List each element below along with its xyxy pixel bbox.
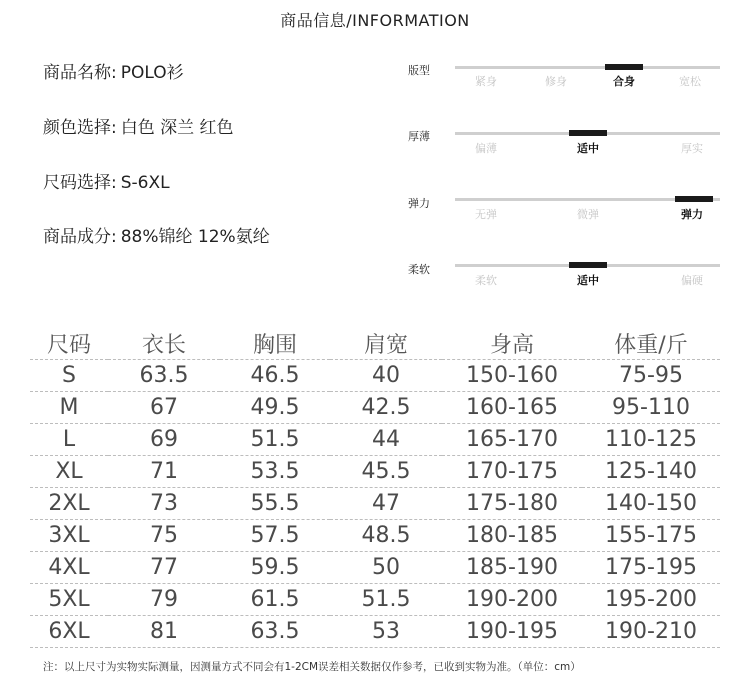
table-cell: 40 [330,360,442,392]
table-row [30,456,720,488]
info-value: POLO衫 [120,63,184,83]
table-cell: 44 [330,424,442,456]
size-chart-table [30,328,720,648]
scale-option-selected: 合身 [613,75,635,88]
scale-track-fit [455,66,720,69]
table-row [30,552,720,584]
table-cell: 79 [108,584,220,616]
info-label: 商品成分: [43,227,117,247]
info-value: S-6XL [120,173,170,193]
scale-option: 微弹 [577,208,599,221]
table-cell: 165-170 [442,424,582,456]
table-cell: 77 [108,552,220,584]
table-header-row [30,328,720,360]
table-cell: 150-160 [442,360,582,392]
table-row [30,360,720,392]
table-cell: 63.5 [108,360,220,392]
scale-option: 偏硬 [681,274,703,287]
table-cell: 63.5 [220,616,330,648]
scale-marker-elasticity [675,196,713,202]
table-cell: 67 [108,392,220,424]
table-cell: 75-95 [582,360,720,392]
table-cell: 140-150 [582,488,720,520]
info-label: 颜色选择: [43,118,117,138]
info-row-size [43,168,170,193]
scale-option: 修身 [545,75,567,88]
scale-marker-thickness [569,130,607,136]
table-cell: 71 [108,456,220,488]
table-cell: 47 [330,488,442,520]
table-cell: 190-195 [442,616,582,648]
table-row [30,488,720,520]
section-title: 商品信息/INFORMATION [280,11,470,30]
scale-option-selected: 适中 [577,142,599,155]
table-cell: 50 [330,552,442,584]
info-value: 白色 深兰 红色 [120,118,234,138]
info-row-color [43,113,234,138]
table-cell: 95-110 [582,392,720,424]
table-cell: M [30,392,108,424]
table-row [30,424,720,456]
table-cell: 46.5 [220,360,330,392]
column-header: 身高 [442,328,582,360]
scale-option: 偏薄 [475,142,497,155]
table-cell: 69 [108,424,220,456]
table-cell: 57.5 [220,520,330,552]
table-cell: 48.5 [330,520,442,552]
table-cell: 5XL [30,584,108,616]
scale-label-thickness: 厚薄 [408,130,430,143]
table-row [30,520,720,552]
table-cell: 4XL [30,552,108,584]
info-label: 尺码选择: [43,173,117,193]
column-header: 体重/斤 [582,328,720,360]
table-cell: 53 [330,616,442,648]
scale-option: 宽松 [679,75,701,88]
table-cell: 55.5 [220,488,330,520]
info-row-name [43,58,184,83]
table-cell: L [30,424,108,456]
table-cell: 75 [108,520,220,552]
scale-option: 柔软 [475,274,497,287]
measurement-note: 注：以上尺寸为实物实际测量，因测量方式不同会有1-2CM误差相关数据仅作参考，已收到实物为准。（单位：cm） [43,661,581,673]
scale-label-elasticity: 弹力 [408,197,430,210]
column-header: 衣长 [108,328,220,360]
column-header: 胸围 [220,328,330,360]
scale-marker-fit [605,64,643,70]
info-label: 商品名称: [43,63,117,83]
table-cell: 125-140 [582,456,720,488]
scale-marker-softness [569,262,607,268]
table-row [30,584,720,616]
table-cell: 180-185 [442,520,582,552]
table-cell: 190-200 [442,584,582,616]
scale-option: 无弹 [475,208,497,221]
table-cell: 42.5 [330,392,442,424]
table-cell: 155-175 [582,520,720,552]
table-cell: 53.5 [220,456,330,488]
scale-option-selected: 适中 [577,274,599,287]
table-cell: 190-210 [582,616,720,648]
scale-label-softness: 柔软 [408,263,430,276]
column-header: 肩宽 [330,328,442,360]
table-cell: 61.5 [220,584,330,616]
scale-option: 紧身 [475,75,497,88]
table-cell: 110-125 [582,424,720,456]
table-cell: 175-195 [582,552,720,584]
table-cell: 73 [108,488,220,520]
table-cell: 185-190 [442,552,582,584]
info-value: 88%锦纶 12%氨纶 [120,227,270,247]
table-cell: 45.5 [330,456,442,488]
table-cell: 81 [108,616,220,648]
scale-label-fit: 版型 [408,64,430,77]
table-cell: 170-175 [442,456,582,488]
table-cell: S [30,360,108,392]
table-cell: 59.5 [220,552,330,584]
table-cell: 195-200 [582,584,720,616]
info-row-material [43,222,270,247]
table-cell: 49.5 [220,392,330,424]
table-row [30,392,720,424]
scale-option: 厚实 [681,142,703,155]
table-cell: 3XL [30,520,108,552]
table-cell: 2XL [30,488,108,520]
table-cell: 6XL [30,616,108,648]
column-header: 尺码 [30,328,108,360]
table-cell: 175-180 [442,488,582,520]
table-row [30,616,720,648]
scale-option-selected: 弹力 [681,208,703,221]
table-cell: 51.5 [330,584,442,616]
table-cell: XL [30,456,108,488]
table-cell: 160-165 [442,392,582,424]
table-cell: 51.5 [220,424,330,456]
